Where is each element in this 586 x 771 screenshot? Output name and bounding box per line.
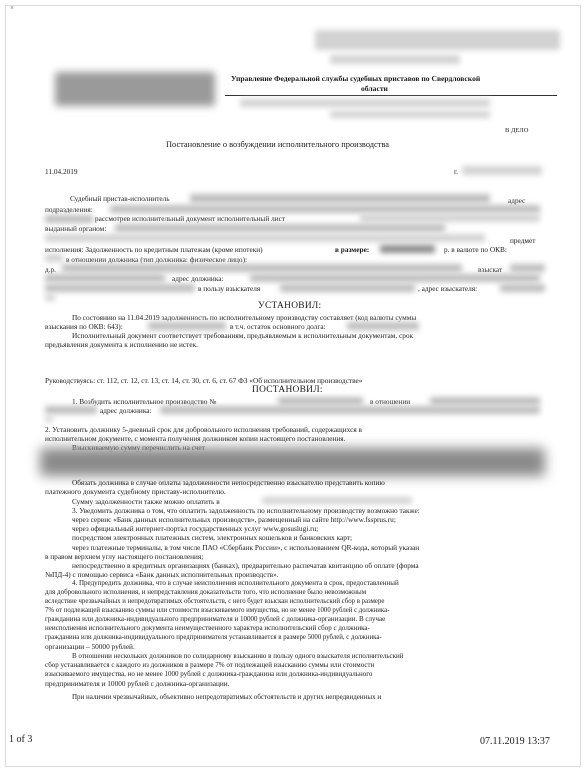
redacted-creditor [280,284,415,292]
redacted-issuer [115,224,445,232]
redacted-debtor-name [430,397,540,405]
item-10d: 7% от подлежащей взысканию суммы или стоимости взыскиваемого имущества, но не менее 1000 рублей с должника- [45,607,390,614]
ustanovil-p2a: Исполнительный документ соответствует требованиям, предъявляемым к исполнительным документам, срок [72,331,414,340]
redacted-pay-place [262,497,412,504]
item-6: через официальный интернет-портал государственных услуг www.gosuslugi.ru; [72,524,319,533]
page-counter: 1 of 3 [9,734,33,745]
item-12: При наличии чрезвычайных, объективно непредотвратимых обстоятельств и других непредвиденных и [72,693,382,701]
redacted-subdivision [110,205,540,213]
ustanovil-p2b: предъявления документа к исполнению не истек. [45,340,198,349]
item-10b: для добровольного исполнения, и непредставления доказательств того, что исполнение было невозможным [45,588,367,596]
redacted-bank-details [40,448,545,476]
item-3a: Обязать должника в случае оплаты задолженности непосредственно взыскателю представить копию [72,478,385,487]
redacted-case-number [278,397,363,405]
body-line-10: в пользу взыскателя [198,284,261,293]
item-2b: исполнительном документе, с момента получения должником копии настоящего постановления. [45,434,346,443]
item-9a: непосредственно в кредитных организациях (банках), предварительно распечатав квитанцию об оплате (форма [72,561,419,570]
ustanovil-p1a: По состоянию на 11.04.2019 задолженность по исполнительному производству составляет (код валюты суммы [72,313,417,322]
item-11a: В отношении нескольких должников по солидарному взысканию в пользу одного взыскателя исполнительский [72,652,404,660]
redacted-phone [330,111,490,118]
redacted-bailiff [190,194,490,203]
archive-label: В ДЕЛО [505,127,529,134]
body-line-2: подразделения: [45,205,93,214]
redacted-debt-total [148,322,226,330]
body-line-7: в отношении должника (тип должника: физическое лицо): [66,255,248,264]
corner-mark: × [10,4,14,12]
item-10a: 4. Предупредить должника, что в случае неисполнения исполнительного документа в срок, предоставленный [72,579,399,587]
body-line-6c: р. в валюте по ОКВ: [444,245,507,254]
redacted-debtor-name-2 [45,406,97,414]
body-line-8: д.р. [45,265,57,274]
city-prefix: г. [454,167,458,176]
law-reference: Руководствуясь: ст. 112, ст. 12, ст. 13, ст. 14, ст. 30, ст. 6, ст. 67 ФЗ «Об исполнительном производстве» [45,376,363,385]
redacted-city [462,166,542,175]
item-7: посредством электронных платежных систем, электронных кошельков и банковских карт; [72,533,353,542]
item-1c: адрес должника: [100,406,152,415]
item-11b: сбор устанавливается с каждого из должников в размере 7% от подлежащей взысканию суммы или стоимости [45,661,375,669]
redacted-header-line [330,55,460,64]
item-11c: взыскиваемого имущества, но не менее 1000 рублей с должника-гражданина или должника-индивидуального [45,670,373,678]
body-line-3: рассмотрев исполнительный документ исполнительный лист [95,214,286,223]
body-line-5: предмет [510,236,536,245]
body-line-9: адрес должника: [172,274,224,283]
item-3c: Сумму задолженности также можно оплатить в [72,497,220,506]
print-timestamp: 07.11.2019 13:37 [480,736,550,747]
item-9b: №ПД-4) с помощью сервиса «Банк данных исполнительных производств». [45,570,279,579]
item-1a: 1. Возбудить исполнительное производство № [72,397,217,406]
body-line-8b: взыскат [478,265,503,274]
redacted-barcode [315,30,560,50]
redacted-suffix [510,264,545,272]
redacted-creditor-addr [500,284,545,292]
document-title: Постановление о возбуждении исполнительного производства [166,140,389,149]
body-line-1b: адрес [508,196,526,205]
redacted-address [240,99,490,107]
redacted-amount [380,245,435,253]
document-date: 11.04.2019 [45,167,78,176]
body-line-10b: , адрес взыскателя: [418,284,478,293]
redacted-small [45,294,55,301]
authority-line-1: Управление Федеральной службы судебных приставов по Свердловской [231,74,481,83]
item-5: через сервис «Банк данных исполнительных производств», размещенный на сайте http://www.fssprus.ru; [72,515,396,524]
item-10e: гражданина или должника-индивидуального предпринимателя и 10000 рублей с должника-организации. В случае [45,615,386,623]
item-10c: вследствие чрезвычайных и непредотвратимых обстоятельств, с него будет взыскан исполнительский сбор в размере [45,598,385,605]
postanovil-heading: ПОСТАНОВИЛ: [252,385,323,395]
ustanovil-p1c: в т.ч. остаток основного долга: [230,322,326,331]
body-line-4: выданный органом: [45,224,107,233]
redacted-dept [45,215,93,223]
item-8b: в правом верхнем углу настоящего постановления; [45,552,204,561]
redacted-writ [360,214,540,222]
redacted-debtor-2 [45,274,165,282]
redacted-issuer-2 [45,234,485,242]
header-rule [225,95,557,96]
redacted-logo [55,72,215,106]
item-10f: неисполнения исполнительного документа неимущественного характера исполнительский сбор с должника- [45,624,370,632]
item-11d: предпринимателя и 10000 рублей с должника-организации. [45,679,230,688]
item-4: 3. Уведомить должника о том, что оплатить задолженность по исполнительному производству возможно также: [72,506,420,515]
item-1b: в отношении [370,397,411,406]
item-8a: через платежные терминалы, в том числе ПАО «Сбербанк России», с использованием QR-кода, который указан [72,543,420,552]
item-3b: платежного документа судебному приставу-исполнителю. [45,487,226,496]
item-10h: организации – 50000 рублей. [45,642,135,651]
item-10g: гражданина или должника-индивидуального предпринимателя устанавливается в размере 5000 рублей, с должника- [45,634,382,641]
body-line-6: исполнения: Задолженность по кредитным платежам (кроме ипотеки) [45,245,263,254]
redacted-code [45,254,63,262]
redacted-address-2 [45,284,195,292]
body-line-1: Судебный пристав-исполнитель [70,194,170,203]
amount-label: в размере: [335,245,370,254]
redacted-debtor [62,264,462,272]
redacted-debt-principal [347,322,419,330]
item-2a: 2. Установить должнику 5-дневный срок для добровольного исполнения требований, содержащихся в [45,425,362,434]
redacted-debtor-address [250,274,540,282]
redacted-dot [45,416,53,422]
authority-line-2: области [361,84,388,93]
ustanovil-heading: УСТАНОВИЛ: [258,301,322,311]
redacted-debtor-addr-2 [160,406,540,414]
ustanovil-p1b: взыскания по ОКВ: 643): [45,322,123,331]
